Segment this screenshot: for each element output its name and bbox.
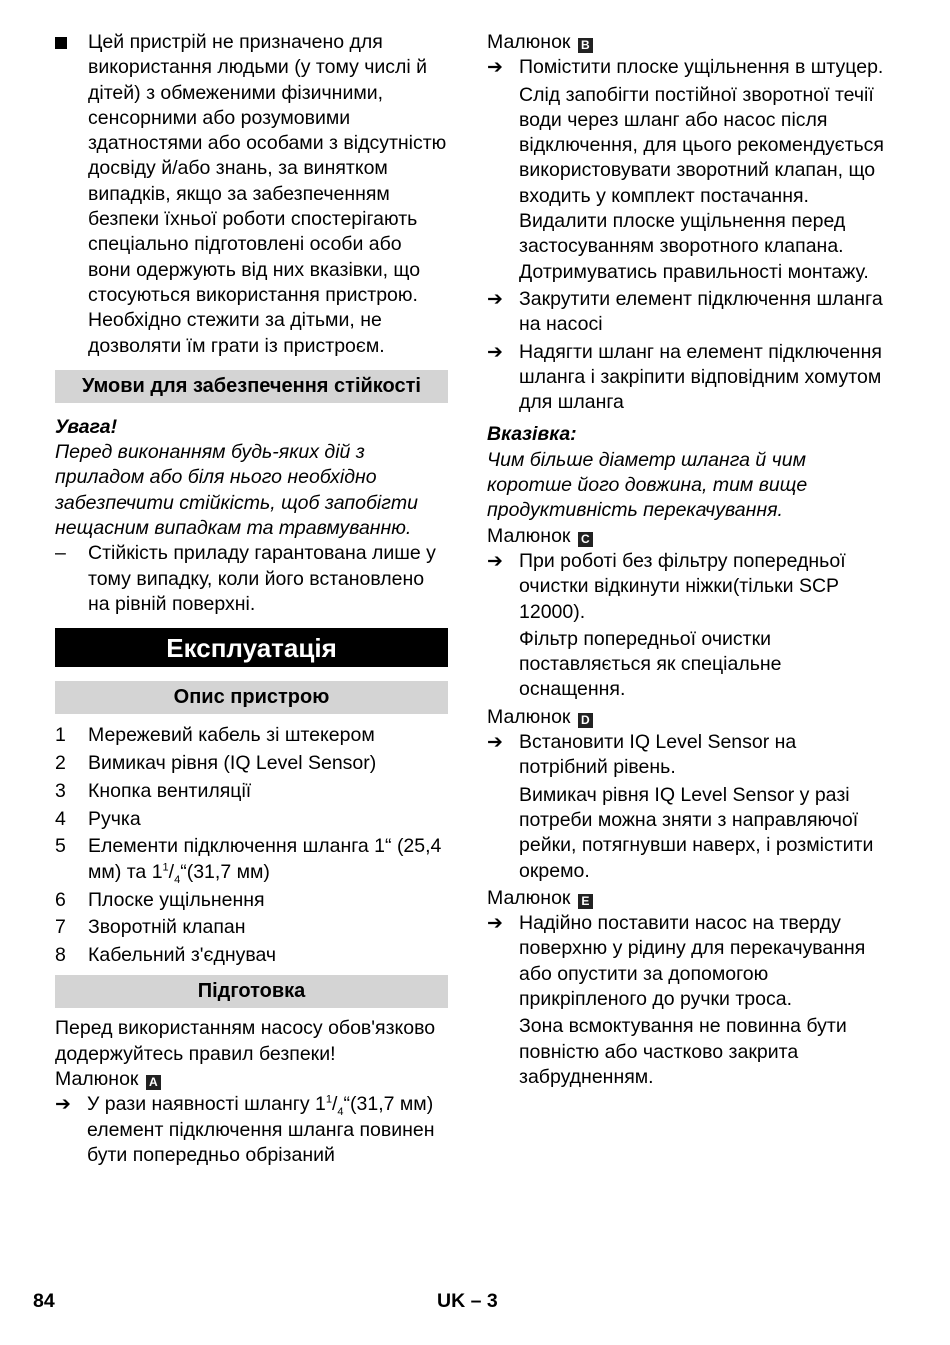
operation-heading: Експлуатація xyxy=(55,628,448,667)
list-item: 8 Кабельний з'єднувач xyxy=(55,944,277,967)
step-d-1: ➔ Встановити IQ Level Sensor на потрібний рівень. xyxy=(487,731,797,779)
figure-c-ref: Малюнок C xyxy=(487,524,887,549)
preparation-text: Перед використанням насосу обов'язково додержуйтесь правил безпеки! xyxy=(55,1017,436,1065)
square-bullet-icon xyxy=(55,30,67,56)
figure-a-box: A xyxy=(146,1075,161,1090)
step-b-note: Слід запобігти постійної зворотної течії води через шланг або насос після відключення, для цього рекомендується використовувати зворотний клапан, що входить у комплект постачання. Видалити плоске ущільнення перед застосуванням зворотного клапана. Дотримуватись правильності монтажу. xyxy=(519,83,884,283)
note-label: Вказівка: xyxy=(487,423,577,446)
arrow-right-icon: ➔ xyxy=(487,550,503,572)
step-c-1: ➔ При роботі без фільтру попередньої очистки відкинути ніжки(тільки SCP 12000). xyxy=(487,549,846,623)
list-item: 3 Кнопка вентиляції xyxy=(55,779,252,802)
figure-a-ref: Малюнок A xyxy=(55,1067,448,1092)
step-e-note: Зона всмоктування не повинна бути повністю або частково закрита забрудненням. xyxy=(519,1015,847,1088)
arrow-right-icon: ➔ xyxy=(55,1094,71,1116)
figure-c-box: C xyxy=(578,532,593,547)
dash-marker: – xyxy=(55,542,66,565)
list-item: 2 Вимикач рівня (IQ Level Sensor) xyxy=(55,752,377,775)
left-column xyxy=(55,30,448,1168)
list-item: 1 Мережевий кабель зі штекером xyxy=(55,724,375,747)
step-e-1: ➔ Надійно поставити насос на тверду поверхню у рідину для перекачування або опустити за допомогою прикріпленого до ручки троса. xyxy=(487,912,866,1010)
stability-heading: Умови для забезпечення стійкості xyxy=(55,370,448,403)
list-item: 7 Зворотній клапан xyxy=(55,916,246,939)
step-d-note: Вимикач рівня IQ Level Sensor у разі потреби можна зняти з направляючої рейки, потягнувши наверх, і розмістити окремо. xyxy=(519,783,874,882)
list-item: 5 Елементи підключення шланга 1“ (25,4 мм) та $1^1/_4“(31,7$ мм) xyxy=(55,835,442,886)
intro-bullet xyxy=(55,30,448,359)
figure-d-box: D xyxy=(578,713,593,728)
step-b-1: ➔ Помістити плоске ущільнення в штуцер. xyxy=(487,55,887,80)
right-column xyxy=(487,30,887,1090)
arrow-right-icon: ➔ xyxy=(487,288,503,310)
preparation-heading: Підготовка xyxy=(55,975,448,1008)
description-heading: Опис пристрою xyxy=(55,681,448,714)
arrow-right-icon: ➔ xyxy=(487,913,503,935)
step-b-2: ➔ Закрутити елемент підключення шланга на насосі xyxy=(487,287,883,336)
arrow-right-icon: ➔ xyxy=(487,57,503,79)
figure-b-box: B xyxy=(578,38,593,53)
step-b-3: ➔ Надягти шланг на елемент підключення шланга і закріпити відповідним хомутом для шланга xyxy=(487,340,882,414)
arrow-right-icon: ➔ xyxy=(487,732,503,754)
step-c-note: Фільтр попередньої очистки поставляється як спеціальне оснащення. xyxy=(519,627,782,701)
parts-list xyxy=(55,723,448,968)
figure-e-ref: Малюнок E xyxy=(487,886,887,911)
stability-item xyxy=(55,541,448,617)
note-text: Чим більше діаметр шланга й чим коротше його довжина, тим вище продуктивність перекачування. xyxy=(487,448,808,522)
figure-e-box: E xyxy=(578,894,593,909)
list-item: 4 Ручка xyxy=(55,807,141,830)
list-item: 6 Плоске ущільнення xyxy=(55,888,265,911)
caution-text: Перед виконанням будь-яких дій з приладом або біля нього необхідно забезпечити стійкість, щоб запобігти нещасним випадкам та травмуванню. xyxy=(55,441,418,540)
intro-text: Цей пристрій не призначено для використання людьми (у тому числі й дітей) з обмеженими фізичними, сенсорними або розумовими здатностями або особами з відсутністю досвіду й/або знань, за винятком випадків, якщо за забезпеченням безпеки їхньої роботи спостерігають спеціально підготовлені особи або вони одержують від них вказівки, що стосуються використання пристрою. Необхідно стежити за дітьми, не дозволяти їм грати із пристроєм. xyxy=(88,31,447,357)
arrow-right-icon: ➔ xyxy=(487,341,503,363)
figure-b-ref: Малюнок B xyxy=(487,30,887,55)
caution-label: Увага! xyxy=(55,415,118,438)
figure-d-ref: Малюнок D xyxy=(487,705,887,730)
page-number: 84 xyxy=(33,1290,55,1312)
stability-item-text: Стійкість приладу гарантована лише у тому випадку, коли його встановлено на рівній поверхні. xyxy=(88,542,436,615)
step-a: ➔ У рази наявності шлангу $1^1/_4“(31,7$ мм) елемент підключення шланга повинен бути попередньо обрізаний xyxy=(55,1093,435,1166)
page-code: UK – 3 xyxy=(437,1290,498,1312)
